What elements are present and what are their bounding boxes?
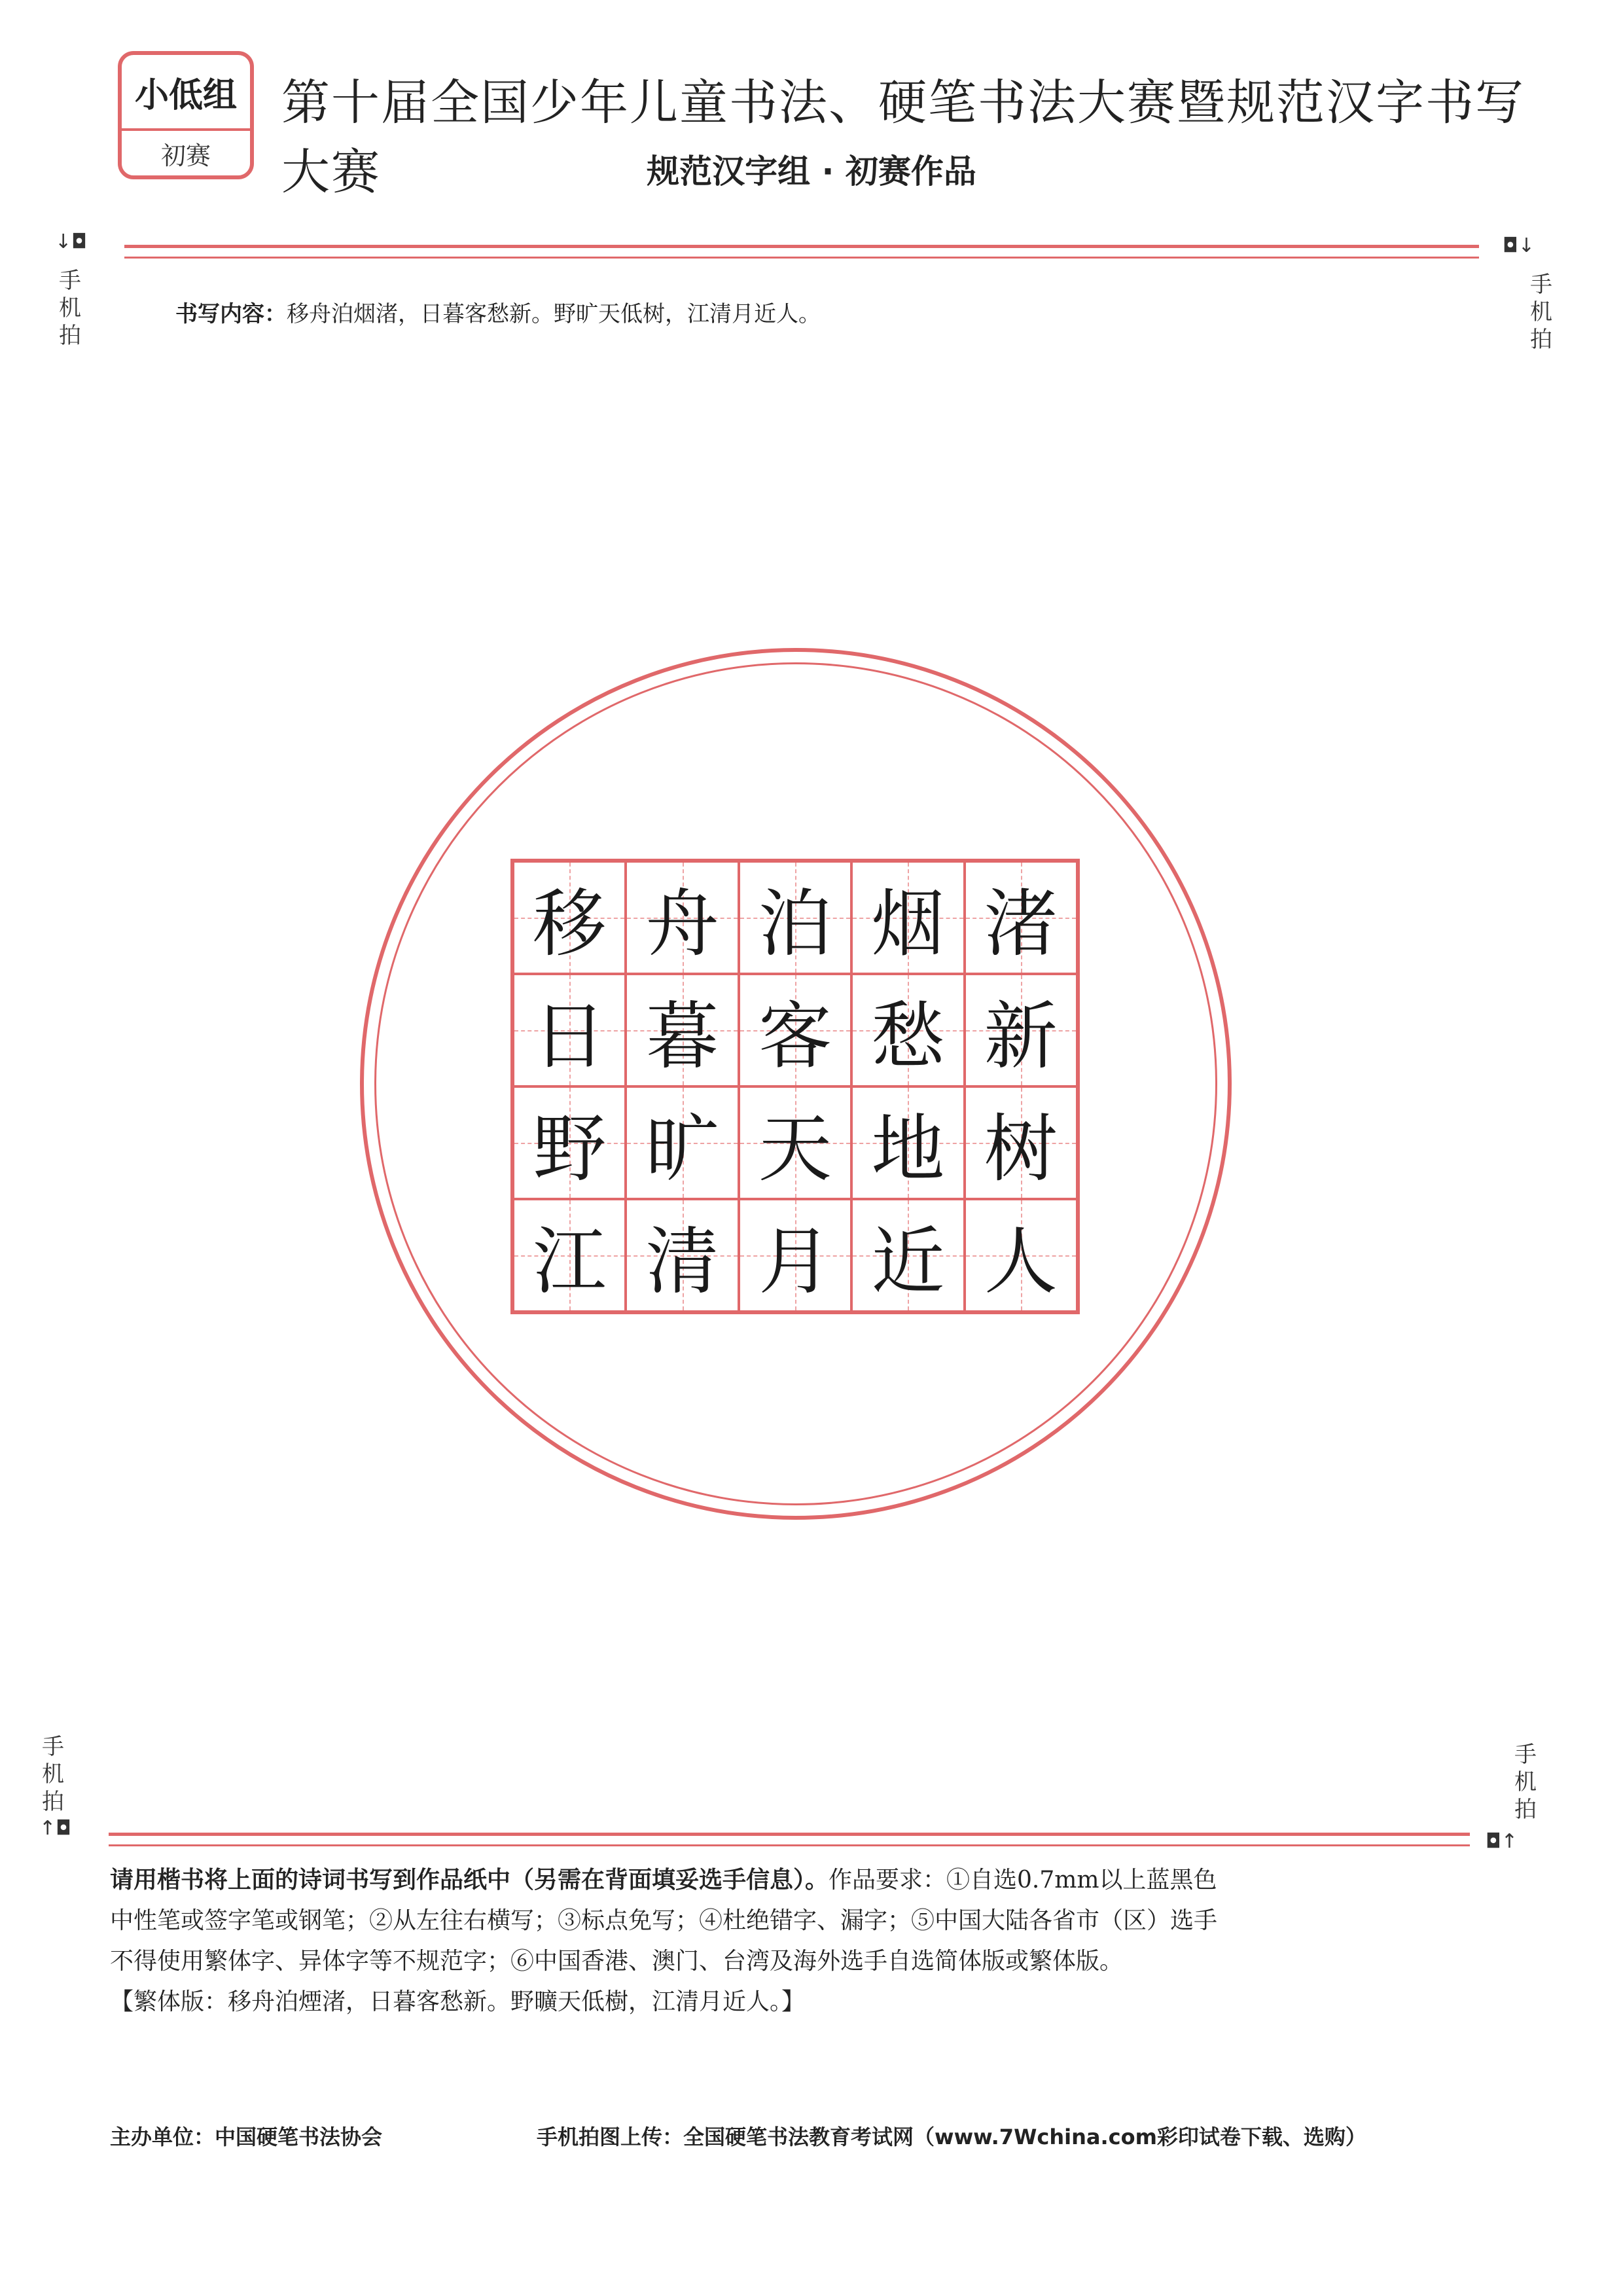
page-subtitle: 规范汉字组 · 初赛作品: [647, 152, 976, 190]
instructions-lead: 请用楷书将上面的诗词书写到作品纸中（另需在背面填妥选手信息）。: [110, 1867, 829, 1893]
grid-cell: 渚: [965, 861, 1077, 974]
upload-info: 手机拍图上传：全国硬笔书法教育考试网（www.7Wchina.com彩印试卷下载、选购）: [537, 2125, 1366, 2149]
camera-icon: ↑◘: [39, 1817, 71, 1840]
grid-cell: 野: [513, 1086, 626, 1199]
grid-cell: 移: [513, 861, 626, 974]
grid-cell: 江: [513, 1199, 626, 1312]
grid-cell: 日: [513, 974, 626, 1086]
instructions-line2: 中性笔或签字笔或钢笔；②从左往右横写；③标点免写；④杜绝错字、漏字；⑤中国大陆各省市（区）选手: [110, 1907, 1218, 1934]
bottom-rule-thick: [109, 1833, 1470, 1836]
organizer: 主办单位：中国硬笔书法协会: [110, 2125, 383, 2149]
writing-content-text: 移舟泊烟渚，日暮客愁新。野旷天低树，江清月近人。: [287, 301, 821, 327]
top-rule-thick: [124, 245, 1479, 248]
grid-cell: 舟: [626, 861, 738, 974]
photo-label-bottom-left: 手机拍: [42, 1734, 64, 1815]
grid-cell: 天: [739, 1086, 851, 1199]
group-label: 小低组: [122, 55, 250, 131]
instructions-traditional: 【繁体版：移舟泊煙渚，日暮客愁新。野曠天低樹，江清月近人。】: [110, 1988, 806, 2015]
photo-label-top-left: 手机拍: [59, 268, 81, 349]
top-rule-thin: [124, 257, 1479, 259]
grid-cell: 清: [626, 1199, 738, 1312]
grid-cell: 烟: [851, 861, 964, 974]
grid-cell: 树: [965, 1086, 1077, 1199]
camera-icon: ◘↑: [1486, 1830, 1518, 1853]
grid-cell: 暮: [626, 974, 738, 1086]
grid-cell: 客: [739, 974, 851, 1086]
writing-content: [175, 296, 821, 328]
page-title: 第十届全国少年儿童书法、硬笔书法大赛暨规范汉字书写大赛: [281, 75, 1525, 200]
instructions: [110, 1860, 1497, 2022]
grid-cell: 新: [965, 974, 1077, 1086]
character-grid: [510, 859, 1080, 1314]
photo-label-top-right: 手机拍: [1530, 272, 1552, 353]
instructions-line1: 作品要求：①自选0.7mm以上蓝黑色: [829, 1867, 1217, 1893]
grid-cell: 近: [851, 1199, 964, 1312]
grid-cell: 愁: [851, 974, 964, 1086]
grid-cell: 月: [739, 1199, 851, 1312]
camera-icon: ↓◘: [55, 230, 87, 253]
camera-icon: ◘↓: [1503, 234, 1535, 257]
photo-label-bottom-right: 手机拍: [1514, 1742, 1537, 1823]
stage-label: 初赛: [160, 141, 211, 170]
grid-cell: 人: [965, 1199, 1077, 1312]
instructions-line3: 不得使用繁体字、异体字等不规范字；⑥中国香港、澳门、台湾及海外选手自选简体版或繁体版。: [110, 1948, 1124, 1975]
grid-cell: 地: [851, 1086, 964, 1199]
grid-cell: 泊: [739, 861, 851, 974]
grid-cell: 旷: [626, 1086, 738, 1199]
bottom-rule-thin: [109, 1844, 1470, 1846]
writing-content-label: 书写内容：: [175, 301, 287, 327]
